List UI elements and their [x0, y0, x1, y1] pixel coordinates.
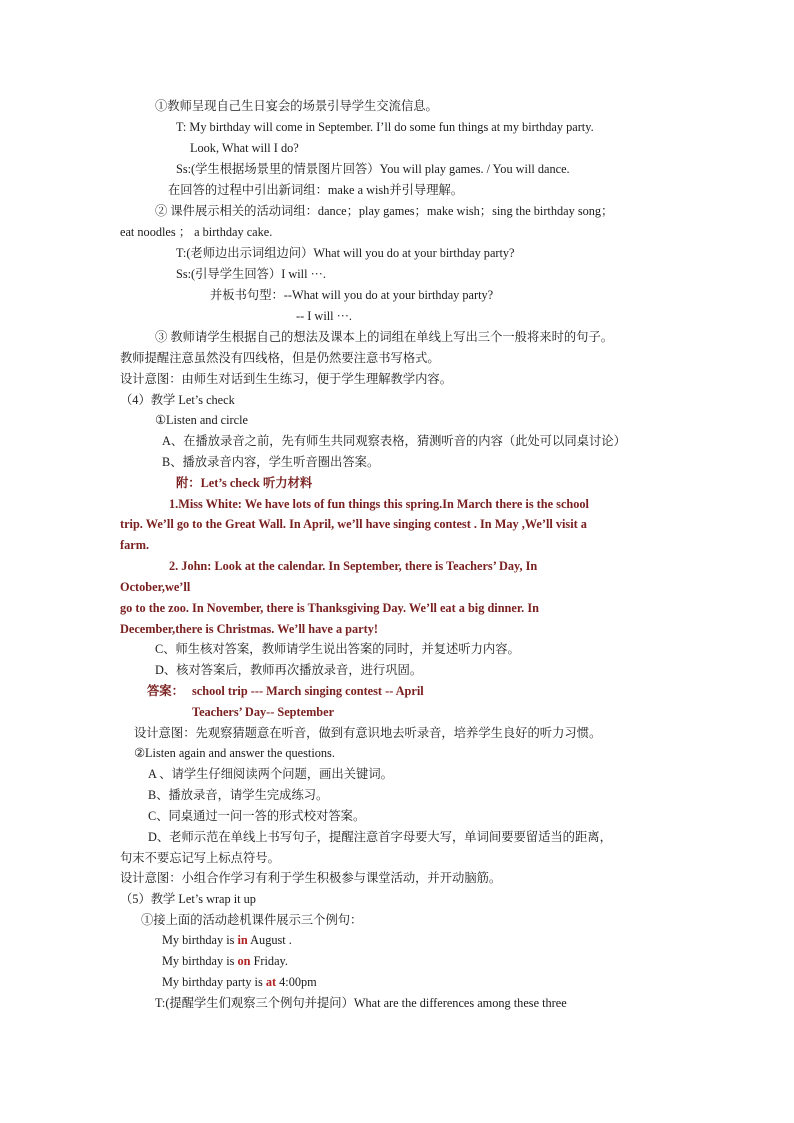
design-intent-3: 设计意图：小组合作学习有利于学生积极参与课堂活动，并开动脑筋。	[120, 871, 502, 885]
section4-step-d2-line1: D、老师示范在单线上书写句子，提醒注意首字母要大写，单词间要要留适当的距离，	[148, 830, 612, 844]
section5-intro: ①接上面的活动趁机课件展示三个例句：	[141, 913, 363, 927]
section4-step-b: B、播放录音内容，学生听音圈出答案。	[162, 455, 380, 469]
answer-label: 答案：	[147, 684, 184, 698]
section4-step-d2-line2: 句末不要忘记写上标点符号。	[120, 851, 280, 865]
example1-keyword: in	[237, 933, 248, 947]
material1-line2: trip. We’ll go to the Great Wall. In April, we’ll have singing contest . In May ,We’ll visit a	[120, 517, 587, 531]
step2-board-sentence2: -- I will ···.	[296, 309, 352, 323]
step2-line1: ② 课件展示相关的活动词组：dance；play games；make wish；sing the birthday song；	[155, 204, 614, 218]
section4-listen-again: ②Listen again and answer the questions.	[134, 746, 335, 760]
answer-line1: school trip --- March singing contest -- April	[192, 684, 424, 698]
step1-intro: ①教师呈现自己生日宴会的场景引导学生交流信息。	[155, 99, 438, 113]
example2-keyword: on	[237, 954, 251, 968]
design-intent-1: 设计意图：由师生对话到生生练习，便于学生理解教学内容。	[120, 372, 453, 386]
section4-step-d: D、核对答案后，教师再次播放录音，进行巩固。	[155, 663, 423, 677]
section4-step-b2: B、播放录音，请学生完成练习。	[148, 788, 329, 802]
material1-line1: 1.Miss White: We have lots of fun things this spring.In March there is the school	[169, 497, 589, 511]
step2-teacher-line: T:(老师边出示词组边问）What will you do at your birthday party?	[176, 246, 515, 260]
material1-line3: farm.	[120, 538, 150, 552]
step3-line1: ③ 教师请学生根据自己的想法及课本上的词组在单线上写出三个一般将来时的句子。	[155, 330, 614, 344]
section4-step-c2: C、同桌通过一问一答的形式校对答案。	[148, 809, 366, 823]
section5-heading: （5）教学 Let’s wrap it up	[120, 892, 256, 906]
material2-line3: go to the zoo. In November, there is Thanksgiving Day. We’ll eat a big dinner. In	[120, 601, 539, 615]
section4-step-c: C、师生核对答案，教师请学生说出答案的同时，并复述听力内容。	[155, 642, 520, 656]
listening-material-label: 附：Let’s check 听力材料	[176, 476, 313, 490]
step1-students-line: Ss:(学生根据场景里的情景图片回答）You will play games. / You will dance.	[176, 162, 570, 176]
section5-teacher-line: T:(提醒学生们观察三个例句并提问）What are the differences among these three	[155, 996, 567, 1010]
example-sentence-2	[162, 951, 288, 971]
section4-step-a2: A 、请学生仔细阅读两个问题，画出关键词。	[148, 767, 393, 781]
step3-line2: 教师提醒注意虽然没有四线格，但是仍然要注意书写格式。	[120, 351, 440, 365]
section4-listen-circle: ①Listen and circle	[155, 413, 248, 427]
section4-step-a: A、在播放录音之前，先有师生共同观察表格，猜测听音的内容（此处可以同桌讨论）	[162, 434, 626, 448]
section4-heading: （4）教学 Let’s check	[120, 393, 235, 407]
example2-pre: My birthday is	[162, 954, 238, 968]
example1-post: August .	[247, 933, 292, 947]
step1-teacher-line: T: My birthday will come in September. I’ll do some fun things at my birthday party.	[176, 120, 594, 134]
example3-keyword: at	[265, 975, 277, 989]
design-intent-2: 设计意图：先观察猜题意在听音，做到有意识地去听录音，培养学生良好的听力习惯。	[134, 726, 602, 740]
material2-line2: October,we’ll	[120, 580, 191, 594]
example1-pre: My birthday is	[162, 933, 238, 947]
material2-line4: December,there is Christmas. We’ll have a party!	[120, 622, 378, 636]
answer-line2: Teachers’ Day-- September	[192, 705, 335, 719]
example3-post: 4:00pm	[276, 975, 317, 989]
step1-new-phrase: 在回答的过程中引出新词组：make a wish并引导理解。	[168, 183, 464, 197]
example2-post: Friday.	[250, 954, 288, 968]
example-sentence-1	[162, 930, 292, 950]
example3-pre: My birthday party is	[162, 975, 266, 989]
material2-line1: 2. John: Look at the calendar. In September, there is Teachers’ Day, In	[169, 559, 538, 573]
step2-students-line: Ss:(引导学生回答）I will ···.	[176, 267, 326, 281]
step2-board-sentence1: 并板书句型：--What will you do at your birthday party?	[210, 288, 494, 302]
step2-line2: eat noodles ； a birthday cake.	[120, 225, 273, 239]
example-sentence-3	[162, 972, 317, 992]
step1-teacher-question: Look, What will I do?	[190, 141, 299, 155]
